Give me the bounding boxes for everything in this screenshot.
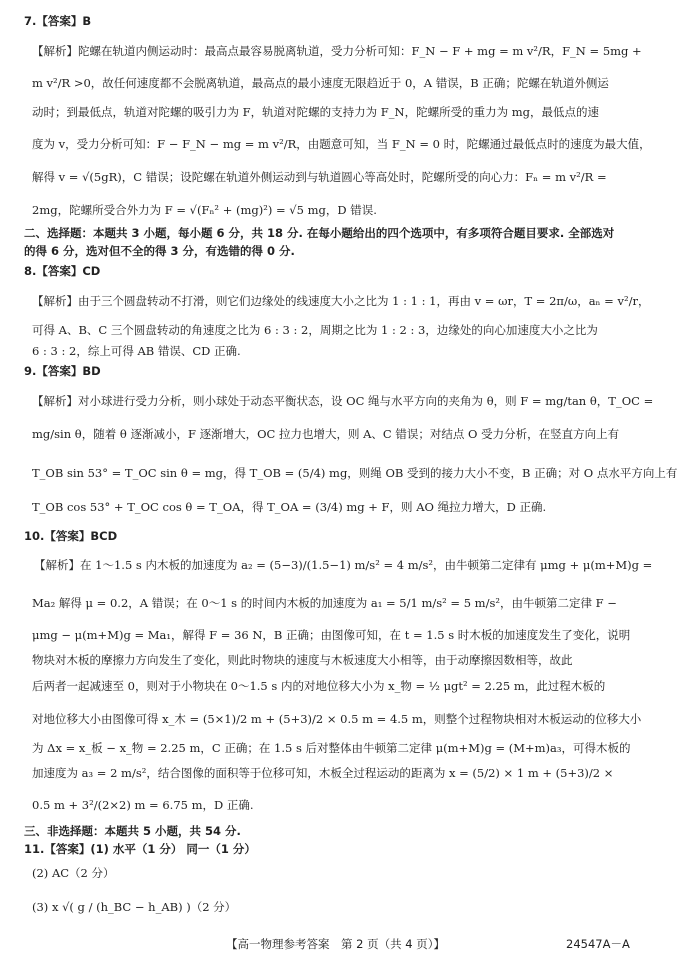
q10-analysis-line-9: 0.5 m + 3²/(2×2) m = 6.75 m，D 正确. bbox=[32, 798, 254, 812]
q10-analysis-line-8: 加速度为 a₃ = 2 m/s²，结合图像的面积等于位移可知，木板全过程运动的距离为 x = (5/2) × 1 m + (5+3)/2 × bbox=[32, 766, 614, 780]
q9-answer-heading: 9.【答案】BD bbox=[24, 364, 101, 378]
q7-analysis-line-3: 动时；到最低点，轨道对陀螺的吸引力为 F，轨道对陀螺的支持力为 F_N，陀螺所受的重力为 mg，最低点的速 bbox=[32, 105, 599, 119]
q9-analysis-line-2: mg/sin θ，随着 θ 逐渐减小，F 逐渐增大，OC 拉力也增大，则 A、C 错误；对结点 O 受力分析，在竖直方向上有 bbox=[32, 427, 620, 441]
q10-analysis-line-2: Ma₂ 解得 μ = 0.2，A 错误；在 0～1 s 的时间内木板的加速度为 a₁ = 5/1 m/s² = 5 m/s²，由牛顿第二定律 F − bbox=[32, 596, 617, 610]
page-footer: 【高一物理参考答案 第 2 页（共 4 页）】 bbox=[226, 937, 446, 951]
q8-analysis-line-1: 【解析】由于三个圆盘转动不打滑，则它们边缘处的线速度大小之比为 1 : 1 : 1，再由 v = ωr，T = 2π/ω，aₙ = v²/r， bbox=[32, 294, 650, 308]
q9-analysis-line-1: 【解析】对小球进行受力分析，则小球处于动态平衡状态，设 OC 绳与水平方向的夹角为 θ，则 F = mg/tan θ，T_OC = bbox=[32, 394, 654, 408]
q10-analysis-line-3: μmg − μ(m+M)g = Ma₁，解得 F = 36 N，B 正确；由图像可知，在 t = 1.5 s 时木板的加速度发生了变化，说明 bbox=[32, 628, 631, 642]
paper-code: 24547A－A bbox=[566, 937, 630, 951]
q11-answer-part-3: (3) x √( g / (h_BC − h_AB) )（2 分） bbox=[32, 900, 237, 914]
q7-analysis-line-4: 度为 v，受力分析可知：F − F_N − mg = m v²/R，由题意可知，当 F_N = 0 时，陀螺通过最低点时的速度为最大值， bbox=[32, 137, 651, 151]
q7-analysis-line-6: 2mg，陀螺所受合外力为 F = √(Fₙ² + (mg)²) = √5 mg，D 错误. bbox=[32, 203, 377, 217]
q8-answer-heading: 8.【答案】CD bbox=[24, 264, 101, 278]
section-2-heading: 二、选择题：本题共 3 小题，每小题 6 分，共 18 分. 在每小题给出的四个选项中，有多项符合题目要求. 全部选对 bbox=[24, 226, 615, 240]
q8-analysis-line-3: 6 : 3 : 2，综上可得 AB 错误、CD 正确. bbox=[32, 344, 241, 358]
q9-analysis-line-4: T_OB cos 53° + T_OC cos θ = T_OA，得 T_OA = (3/4) mg + F，则 AO 绳拉力增大，D 正确. bbox=[32, 500, 547, 514]
section-2-heading-cont: 的得 6 分，选对但不全的得 3 分，有选错的得 0 分. bbox=[24, 244, 295, 258]
q7-analysis-line-2: m v²/R >0，故任何速度都不会脱离轨道，最高点的最小速度无限趋近于 0，A 错误，B 正确；陀螺在轨道外侧运 bbox=[32, 76, 609, 90]
q10-answer-heading: 10.【答案】BCD bbox=[24, 529, 118, 543]
q9-analysis-line-3: T_OB sin 53° = T_OC sin θ = mg，得 T_OB = (5/4) mg，则绳 OB 受到的接力大小不变，B 正确；对 O 点水平方向上有 bbox=[32, 466, 677, 480]
q10-analysis-line-4: 物块对木板的摩擦力方向发生了变化，则此时物块的速度与木板速度大小相等，由于动摩擦因数相等，故此 bbox=[32, 653, 573, 667]
q11-answer-part-2: (2) AC（2 分） bbox=[32, 866, 115, 880]
q10-analysis-line-7: 为 Δx = x_板 − x_物 = 2.25 m，C 正确；在 1.5 s 后对整体由牛顿第二定律 μ(m+M)g = (M+m)a₃，可得木板的 bbox=[32, 741, 631, 755]
q7-analysis-line-1: 【解析】陀螺在轨道内侧运动时：最高点最容易脱离轨道，受力分析可知：F_N − F + mg = m v²/R，F_N = 5mg + bbox=[32, 44, 642, 58]
q10-analysis-line-1: 【解析】在 1～1.5 s 内木板的加速度为 a₂ = (5−3)/(1.5−1) m/s² = 4 m/s²，由牛顿第二定律有 μmg + μ(m+M)g = bbox=[34, 558, 653, 572]
q7-analysis-line-5: 解得 v = √(5gR)，C 错误；设陀螺在轨道外侧运动到与轨道圆心等高处时，陀螺所受的向心力：Fₙ = m v²/R = bbox=[32, 170, 607, 184]
q8-analysis-line-2: 可得 A、B、C 三个圆盘转动的角速度之比为 6 : 3 : 2，周期之比为 1 : 2 : 3，边缘处的向心加速度大小之比为 bbox=[32, 323, 598, 337]
section-3-heading: 三、非选择题：本题共 5 小题，共 54 分. bbox=[24, 824, 241, 838]
q10-analysis-line-5: 后两者一起减速至 0，则对于小物块在 0～1.5 s 内的对地位移大小为 x_物 = ½ μgt² = 2.25 m，此过程木板的 bbox=[32, 679, 606, 693]
q11-answer-heading: 11.【答案】(1) 水平（1 分） 同一（1 分） bbox=[24, 842, 256, 856]
q10-analysis-line-6: 对地位移大小由图像可得 x_木 = (5×1)/2 m + (5+3)/2 × 0.5 m = 4.5 m，则整个过程物块相对木板运动的位移大小 bbox=[32, 712, 642, 726]
q7-answer-heading: 7.【答案】B bbox=[24, 14, 92, 28]
